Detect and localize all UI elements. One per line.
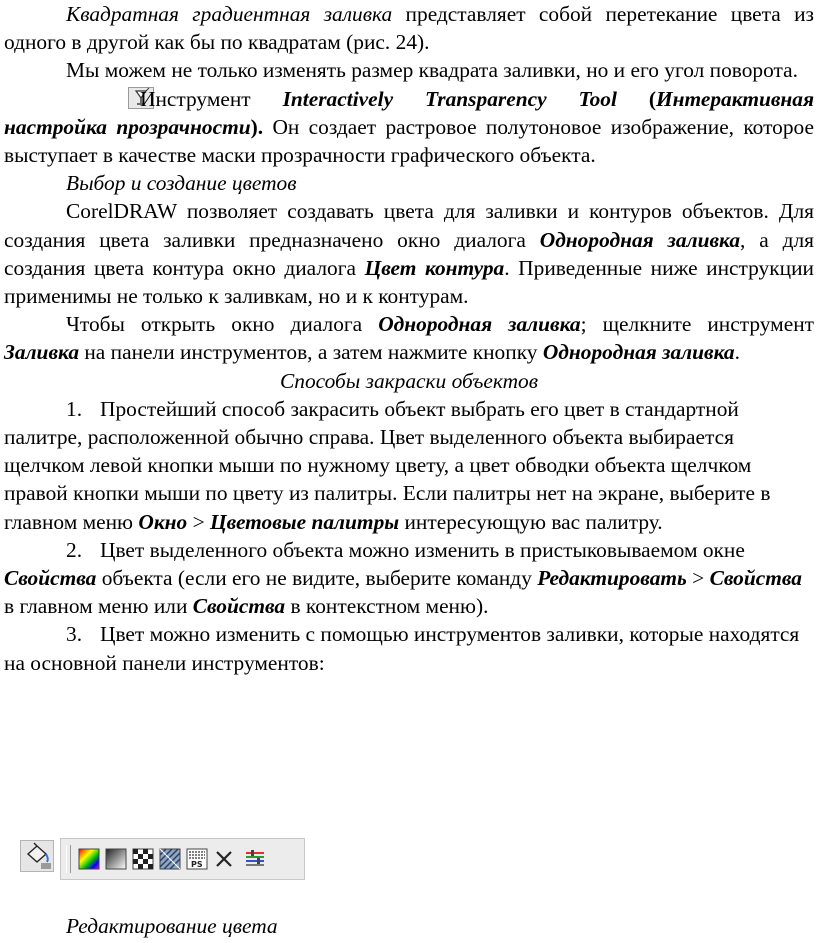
- fill-flyout-toolbar: [60, 838, 305, 880]
- text: (: [616, 86, 656, 111]
- uniform-fill-icon[interactable]: [77, 847, 101, 871]
- text: Простейший способ закрасить объект выбрать его цвет в стандартной палитре, расположенной обычно справа. Цвет выделенного объекта выбирается щелчком левой кнопки мыши по нужному цвету, а цвет обводки объекта щелчком правой кнопки мыши по цвету из палитры. Если палитры нет на экране, выберите в главном меню: [4, 396, 771, 534]
- list-number: 2.: [66, 537, 83, 562]
- svg-text:PS: PS: [191, 860, 203, 869]
- text: Цвет можно изменить с помощью инструментов заливки, которые находятся на основной панели инструментов:: [4, 622, 800, 675]
- text: Чтобы открыть окно диалога: [66, 312, 379, 337]
- text: ; щелкните инструмент: [580, 312, 815, 337]
- text: Способы закраски объектов: [280, 368, 538, 393]
- text: интересующую вас палитру.: [399, 509, 663, 534]
- text: Цвет выделенного объекта можно изменить в пристыковываемом окне: [100, 537, 745, 562]
- text: >: [187, 509, 211, 534]
- list-item-3: [4, 620, 814, 676]
- term-interactive-transparency-ru: Интерактивная настройка прозрачности: [4, 86, 814, 139]
- pattern-fill-icon[interactable]: [131, 847, 155, 871]
- paragraph-square-fill: [4, 0, 814, 56]
- text: представляет собой перетекание цвета из одного в другой как бы по квадратам (рис. 24).: [4, 2, 815, 55]
- text: Редактирование цвета: [66, 914, 278, 938]
- term-interactive-transparency-tool: Interactively Transparency Tool: [282, 86, 617, 111]
- paint-bucket-icon[interactable]: [20, 840, 54, 872]
- text: Он создает растровое полутоновое изображение, которое выступает в качестве маски прозрачности графического объекта.: [4, 114, 814, 168]
- text: объекта (если его не видите, выберите команду: [96, 566, 538, 591]
- menu-window: Окно: [138, 509, 188, 534]
- text: CorelDRAW позволяет создавать цвета для заливки и контуров объектов. Для создания цвета заливки предназначено окно диалога: [4, 199, 814, 252]
- subheading-colors: [4, 169, 814, 197]
- wine-glass-icon: [66, 87, 92, 109]
- texture-fill-icon[interactable]: [158, 847, 182, 871]
- text: на панели инструментов, а затем нажмите кнопку: [79, 340, 543, 365]
- list-number: 3.: [66, 622, 83, 647]
- text: ).: [250, 114, 264, 139]
- text: Выбор и создание цветов: [66, 171, 297, 196]
- term-uniform-fill: Однородная заливка: [539, 227, 741, 252]
- postscript-fill-icon[interactable]: [185, 847, 209, 871]
- toolbar-grip[interactable]: [66, 845, 71, 873]
- term-properties: Свойства: [4, 566, 97, 591]
- menu-properties-context: Свойства: [192, 594, 286, 619]
- no-fill-icon[interactable]: [212, 847, 236, 871]
- paragraph-size-angle: [4, 56, 814, 84]
- term-square-gradient-fill: Квадратная градиентная заливка: [66, 2, 393, 26]
- list-item-2: [4, 536, 814, 621]
- text: >: [686, 566, 710, 591]
- term-outline-color: Цвет контура: [364, 255, 505, 280]
- document-body: [4, 0, 814, 677]
- term-uniform-fill: Однородная заливка: [378, 312, 581, 337]
- term-uniform-fill: Однородная заливка: [542, 340, 735, 365]
- list-number: 1.: [66, 396, 83, 421]
- subheading-color-editing: [66, 912, 278, 940]
- text: . Приведенные ниже инструкции применимы не только к заливкам, но и к контурам.: [4, 255, 814, 309]
- text: , а для создания цвета контура окно диалога: [4, 227, 814, 280]
- text: в контекстном меню).: [285, 594, 489, 619]
- text: .: [734, 340, 740, 365]
- list-item-1: [4, 395, 814, 536]
- fill-toolbar-figure: [20, 830, 295, 888]
- menu-color-palettes: Цветовые палитры: [210, 509, 400, 534]
- fountain-fill-icon[interactable]: [104, 847, 128, 871]
- color-docker-icon[interactable]: [243, 847, 267, 871]
- term-fill-tool: Заливка: [4, 340, 80, 365]
- text: Инструмент: [140, 86, 283, 111]
- subheading-methods: [4, 367, 814, 395]
- menu-properties: Свойства: [709, 566, 802, 591]
- menu-edit: Редактировать: [537, 566, 687, 591]
- text: Мы можем не только изменять размер квадрата заливки, но и его угол поворота.: [66, 58, 798, 83]
- paragraph-transparency-tool: [4, 85, 814, 170]
- paragraph-coreldraw-colors: [4, 197, 814, 310]
- text: в главном меню или: [4, 594, 193, 619]
- paragraph-open-dialog: [4, 310, 814, 366]
